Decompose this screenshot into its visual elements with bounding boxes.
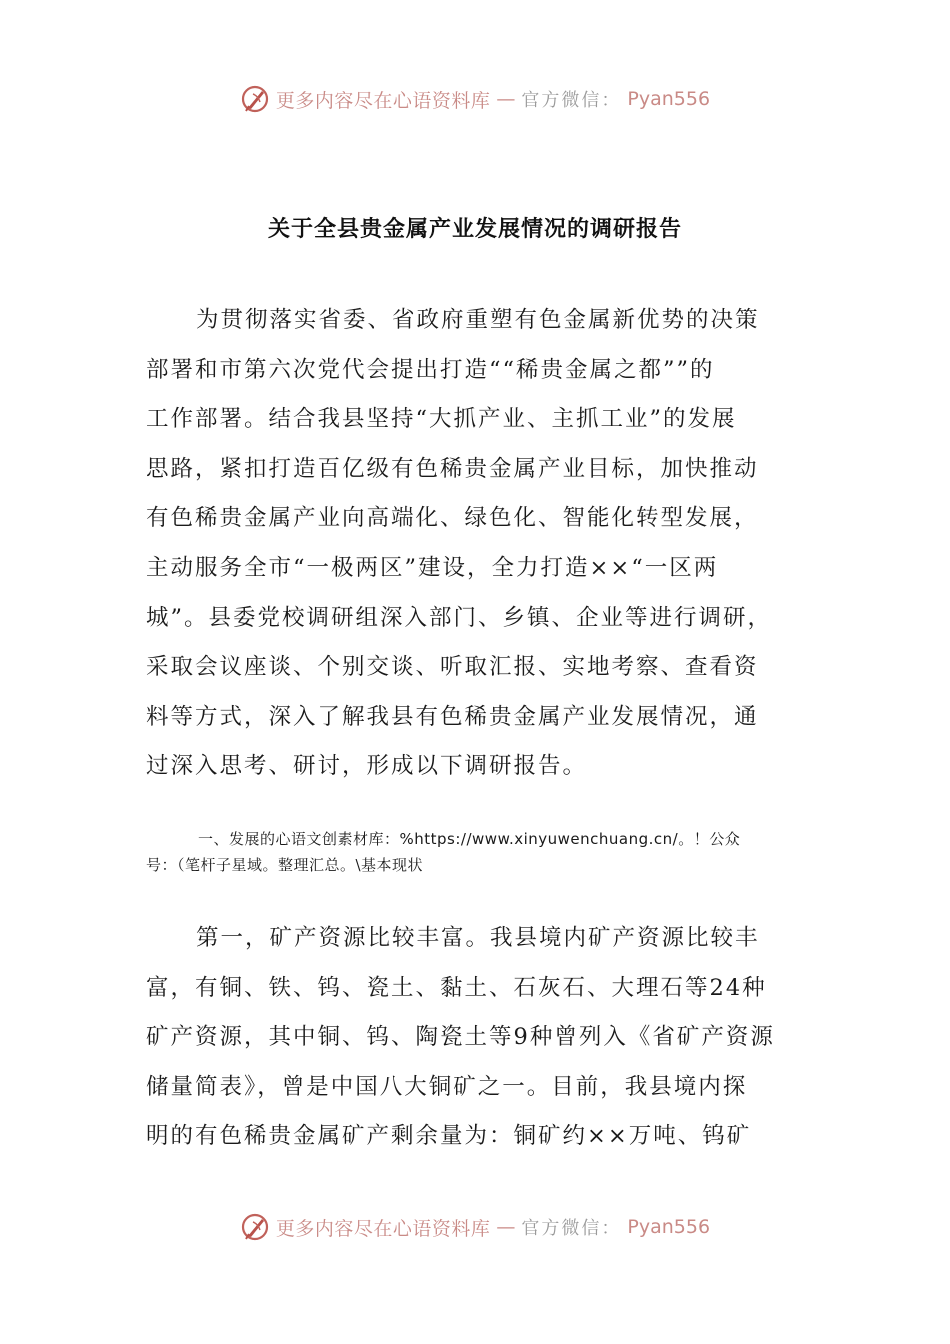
watermark-official-label: 官方微信： xyxy=(521,90,622,111)
intro-paragraph xyxy=(146,296,806,792)
page-title: 关于全县贵金属产业发展情况的调研报告 xyxy=(267,217,682,242)
paragraph-line: 料等方式，深入了解我县有色稀贵金属产业发展情况，通 xyxy=(146,703,759,730)
paragraph-line: 储量简表》，曾是中国八大铜矿之一。目前，我县境内探 xyxy=(146,1073,748,1100)
watermark-text: 更多内容尽在心语资料库 xyxy=(275,1217,491,1240)
paragraph-line: 矿产资源，其中铜、钨、陶瓷土等9种曾列入《省矿产资源 xyxy=(146,1024,775,1051)
paragraph-line: 富，有铜、铁、钨、瓷土、黏土、石灰石、大理石等24种 xyxy=(146,974,767,1001)
watermark-wechat-id: Pyan556 xyxy=(627,88,711,110)
paragraph-line: 城”。县委党校调研组深入部门、乡镇、企业等进行调研， xyxy=(146,604,773,631)
paragraph-line: 为贯彻落实省委、省政府重塑有色金属新优势的决策 xyxy=(196,307,760,333)
quill-logo-icon xyxy=(240,84,270,114)
body-paragraph xyxy=(146,914,806,1162)
watermark-separator: — xyxy=(496,1216,516,1238)
section-heading-line: 号：（笔杆子星域。整理汇总。\基本现状 xyxy=(146,856,424,874)
watermark-separator: — xyxy=(496,88,516,110)
paragraph-line: 过深入思考、研讨，形成以下调研报告。 xyxy=(146,753,588,780)
watermark-wechat-id: Pyan556 xyxy=(627,1216,711,1238)
watermark-text: 更多内容尽在心语资料库 xyxy=(275,89,491,112)
watermark-official-label: 官方微信： xyxy=(521,1218,622,1239)
paragraph-line: 明的有色稀贵金属矿产剩余量为：铜矿约××万吨、钨矿 xyxy=(146,1123,752,1150)
footer-watermark xyxy=(0,1212,950,1242)
section-heading-prefix: 一、发展的心语文创素材库： xyxy=(198,830,400,848)
quill-logo-icon xyxy=(240,1212,270,1242)
header-watermark xyxy=(0,84,950,114)
paragraph-line: 第一，矿产资源比较丰富。我县境内矿产资源比较丰 xyxy=(196,925,760,951)
paragraph-line: 部署和市第六次党代会提出打造““稀贵金属之都””的 xyxy=(146,356,715,383)
source-url-link[interactable]: %https://www.xinyuwenchuang.cn/ xyxy=(399,830,679,848)
paragraph-line: 采取会议座谈、个别交谈、听取汇报、实地考察、查看资 xyxy=(146,654,759,681)
section-heading-suffix: 。！公众 xyxy=(678,830,741,848)
section-heading-line xyxy=(146,826,806,852)
paragraph-line: 思路，紧扣打造百亿级有色稀贵金属产业目标，加快推动 xyxy=(146,455,759,482)
section-heading xyxy=(146,826,806,878)
paragraph-line: 主动服务全市“一极两区”建设，全力打造××“一区两 xyxy=(146,554,719,581)
paragraph-line: 工作部署。结合我县坚持“大抓产业、主抓工业”的发展 xyxy=(146,406,737,433)
paragraph-line: 有色稀贵金属产业向高端化、绿色化、智能化转型发展， xyxy=(146,505,759,532)
